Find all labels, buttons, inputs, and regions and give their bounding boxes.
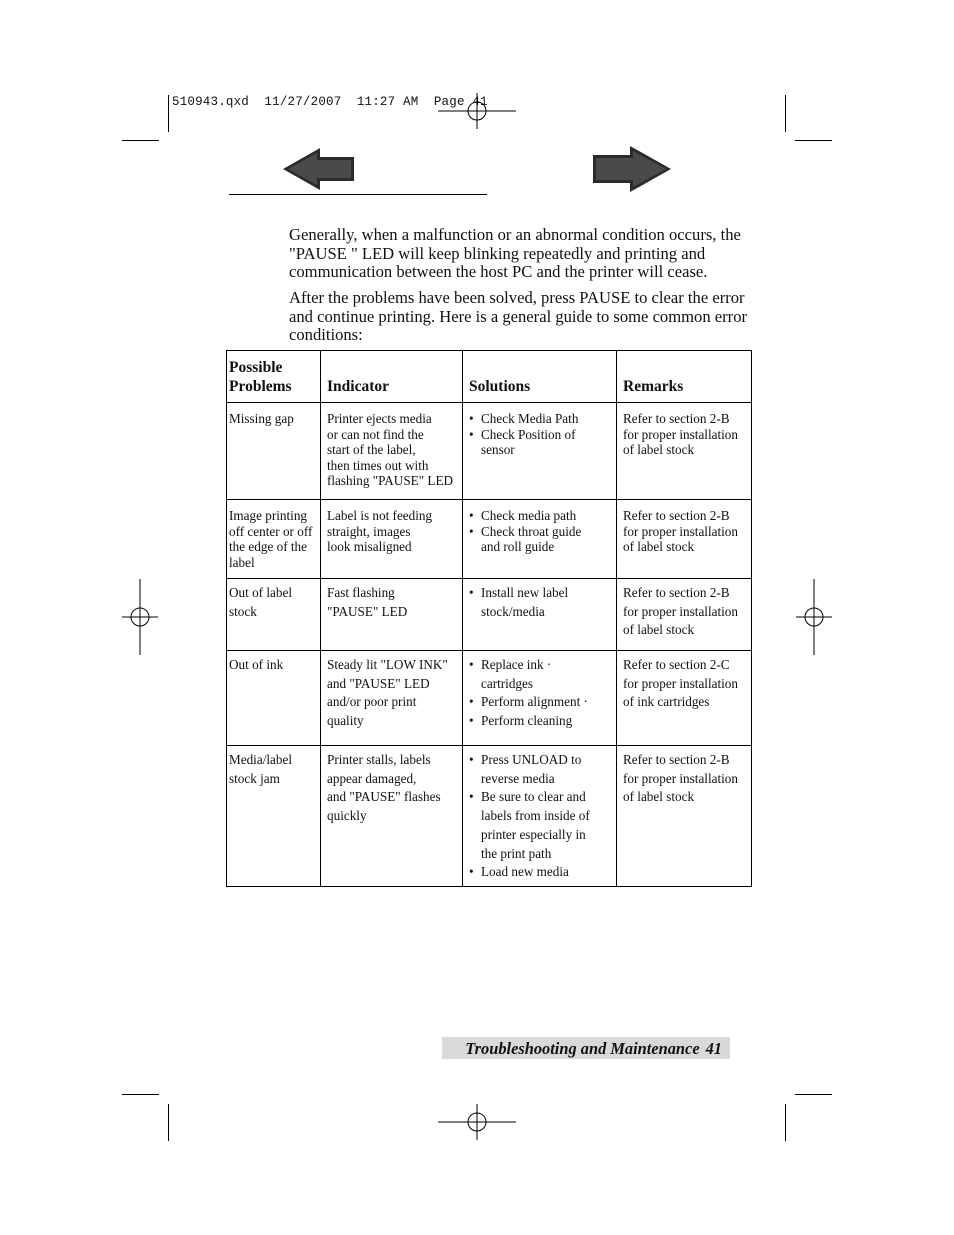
problem-cell: Out of label stock <box>227 579 321 651</box>
solutions-cell <box>463 746 617 887</box>
solutions-cell <box>463 500 617 579</box>
solutions-cell <box>463 403 617 500</box>
column-header-solutions: Solutions <box>463 351 617 403</box>
list-item: • Replace ink · cartridges <box>469 656 612 693</box>
crop-mark <box>795 140 832 141</box>
table-row <box>227 651 752 746</box>
list-item: • Press UNLOAD to reverse media <box>469 751 612 788</box>
crop-mark <box>168 95 169 132</box>
table-row <box>227 746 752 887</box>
solutions-cell <box>463 651 617 746</box>
page-footer <box>442 1037 730 1059</box>
list-item: • Check throat guide and roll guide <box>469 524 612 555</box>
table-row <box>227 579 752 651</box>
list-item: • Perform alignment · <box>469 693 612 712</box>
registration-mark-icon <box>438 93 516 129</box>
crop-mark <box>122 1094 159 1095</box>
header-rule <box>229 194 487 195</box>
intro-paragraph-2: After the problems have been solved, press PAUSE to clear the error and continue printing. Here is a general guide to some common error conditions: <box>289 288 748 345</box>
column-header-problems: Possible Problems <box>227 351 321 403</box>
column-header-remarks: Remarks <box>617 351 752 403</box>
crop-mark <box>168 1104 169 1141</box>
list-item: • Load new media <box>469 863 612 882</box>
table-row <box>227 500 752 579</box>
registration-mark-icon <box>438 1104 516 1140</box>
remarks-cell: Refer to section 2-B for proper installation of label stock <box>617 579 752 651</box>
problem-cell: Out of ink <box>227 651 321 746</box>
list-item: • Perform cleaning <box>469 712 612 731</box>
problem-cell: Media/label stock jam <box>227 746 321 887</box>
column-header-indicator: Indicator <box>321 351 463 403</box>
footer-text <box>465 1039 722 1059</box>
list-item: • Check media path <box>469 508 612 524</box>
list-item: • Check Position of sensor <box>469 427 612 458</box>
indicator-cell: Label is not feeding straight, images look misaligned <box>321 500 463 579</box>
right-arrow-icon[interactable] <box>592 145 672 193</box>
remarks-cell: Refer to section 2-C for proper installation of ink cartridges <box>617 651 752 746</box>
troubleshooting-table <box>226 350 752 887</box>
file-slug-line: 510943.qxd 11/27/2007 11:27 AM Page 41 <box>172 95 488 109</box>
page-number: 41 <box>705 1039 722 1058</box>
remarks-cell: Refer to section 2-B for proper installation of label stock <box>617 500 752 579</box>
registration-mark-icon <box>796 579 832 655</box>
intro-paragraph-1: Generally, when a malfunction or an abnormal condition occurs, the "PAUSE " LED will keep blinking repeatedly and printing and communication between the host PC and the printer will cease. <box>289 225 741 282</box>
problem-cell: Image printing off center or off the edge of the label <box>227 500 321 579</box>
remarks-cell: Refer to section 2-B for proper installation of label stock <box>617 746 752 887</box>
solutions-cell <box>463 579 617 651</box>
indicator-cell: Printer stalls, labels appear damaged, and "PAUSE" flashes quickly <box>321 746 463 887</box>
left-arrow-icon[interactable] <box>282 147 356 191</box>
list-item: • Check Media Path <box>469 411 612 427</box>
indicator-cell: Steady lit "LOW INK" and "PAUSE" LED and/or poor print quality <box>321 651 463 746</box>
indicator-cell: Printer ejects media or can not find the start of the label, then times out with flashing "PAUSE" LED <box>321 403 463 500</box>
registration-mark-icon <box>122 579 158 655</box>
remarks-cell: Refer to section 2-B for proper installation of label stock <box>617 403 752 500</box>
crop-mark <box>795 1094 832 1095</box>
crop-mark <box>785 95 786 132</box>
crop-mark <box>122 140 159 141</box>
table-header-row <box>227 351 752 403</box>
list-item: • Install new label stock/media <box>469 584 612 621</box>
table-row <box>227 403 752 500</box>
list-item: • Be sure to clear and labels from inside of printer especially in the print path <box>469 788 612 863</box>
indicator-cell: Fast flashing "PAUSE" LED <box>321 579 463 651</box>
crop-mark <box>785 1104 786 1141</box>
footer-section-title: Troubleshooting and Maintenance <box>465 1039 700 1058</box>
problem-cell: Missing gap <box>227 403 321 500</box>
